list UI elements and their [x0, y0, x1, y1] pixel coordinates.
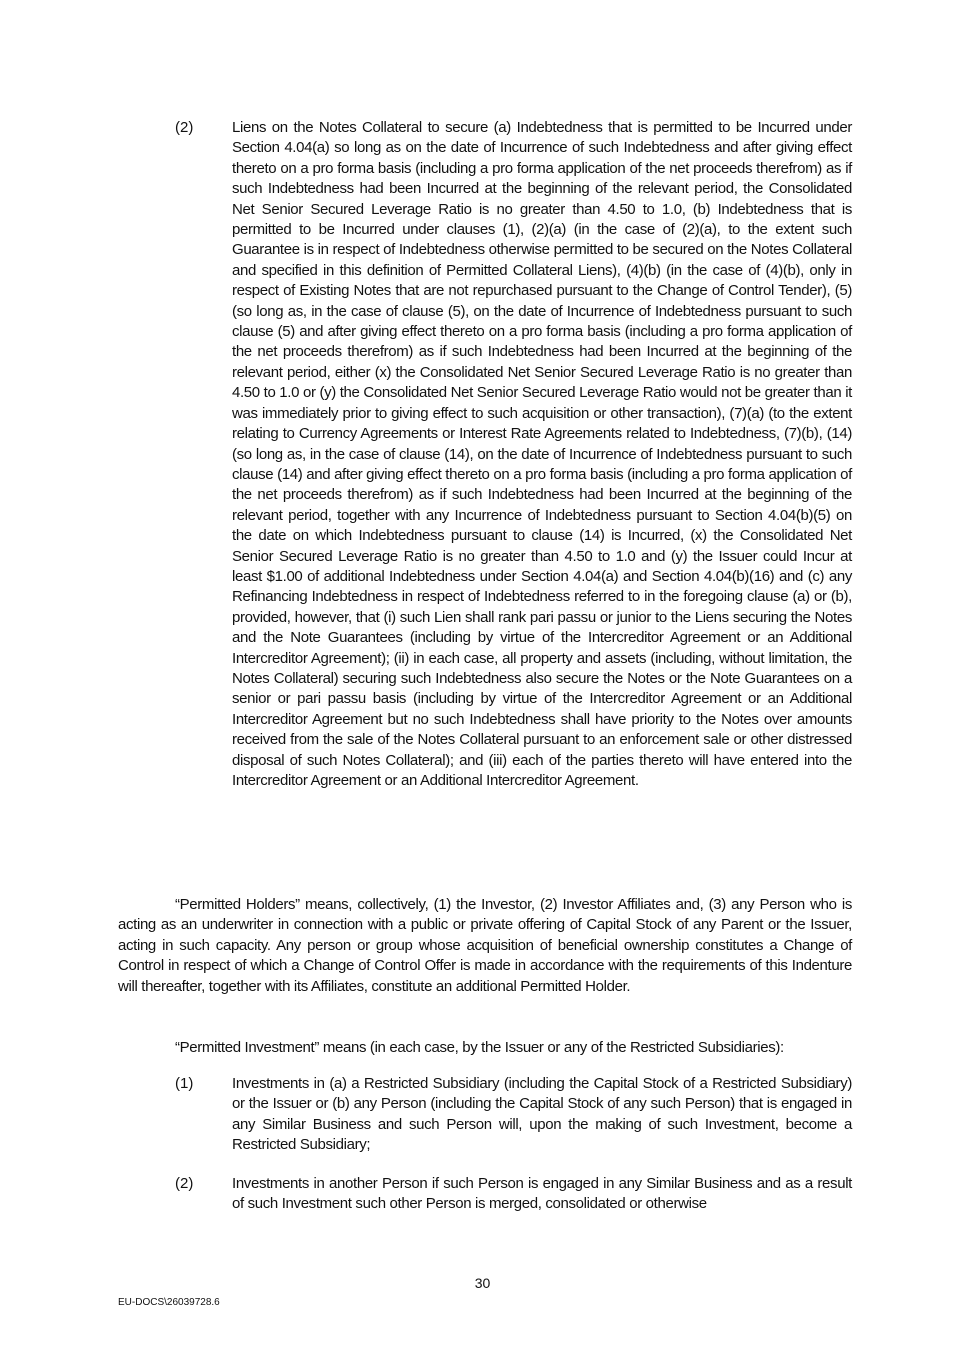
list-item-number: (2)	[175, 1175, 194, 1192]
document-id: EU-DOCS\26039728.6	[118, 1297, 220, 1308]
list-item-number: (1)	[175, 1075, 194, 1092]
permitted-holders-definition: “Permitted Holders” means, collectively, (1) the Investor, (2) Investor Affiliates and, (3) any Person who is acting as an underwriter in connection with a public or private offering of Capital Stock of any Parent or the Issuer, acting in such capacity. Any person or group whose acquisition of beneficial ownership constitutes a Change of Control in respect of which a Change of Control Offer is made in accordance with the requirements of this Indenture will thereafter, together with its Affiliates, constitute an additional Permitted Holder.	[118, 896, 852, 995]
permitted-investment-definition: “Permitted Investment” means (in each case, by the Issuer or any of the Restricted Subsidiaries):	[175, 1039, 784, 1056]
list-item-number: (2)	[175, 119, 194, 136]
list-item-text: Investments in another Person if such Person is engaged in any Similar Business and as a result of such Investment such other Person is merged, consolidated or otherwise	[232, 1175, 852, 1213]
list-item-text: Liens on the Notes Collateral to secure (a) Indebtedness that is permitted to be Incurred under Section 4.04(a) so long as on the date of Incurrence of such Indebtedness and after giving effect thereto on a pro forma basis (including a pro forma application of the net proceeds therefrom) as if such Indebtedness had been Incurred at the beginning of the relevant period, the Consolidated Net Senior Secured Leverage Ratio is no greater than 4.50 to 1.0, (b) Indebtedness that is permitted to be Incurred under clauses (1), (2)(a) (in the case of (2)(a), to the extent such Guarantee is in respect of Indebtedness otherwise permitted to be secured on the Notes Collateral and specified in this definition of Permitted Collateral Liens), (4)(b) (in the case of (4)(b), only in respect of Existing Notes that are not repurchased pursuant to the Change of Control Tender), (5) (so long as, in the case of clause (5), on the date of Incurrence of Indebtedness pursuant to such clause (5) and after giving effect thereto on a pro forma basis (including a pro forma application of the net proceeds therefrom) as if such Indebtedness had been Incurred at the beginning of the relevant period, either (x) the Consolidated Net Senior Secured Leverage Ratio is no greater than 4.50 to 1.0 or (y) the Consolidated Net Senior Secured Leverage Ratio would not be greater than it was immediately prior to giving effect to such acquisition or other transaction), (7)(a) (to the extent relating to Currency Agreements or Interest Rate Agreements related to Indebtedness, (7)(b), (14) (so long as, in the case of clause (14), on the date of Incurrence of Indebtedness pursuant to such clause (14) and after giving effect thereto on a pro forma basis (including a pro forma application of the net proceeds therefrom) as if such Indebtedness had been Incurred at the beginning of the relevant period, together with any Incurrence of Indebtedness pursuant to Section 4.04(b)(5) on the date on which Indebtedness pursuant to clause (14) is Incurred, (x) the Consolidated Net Senior Secured Leverage Ratio is no greater than 4.50 to 1.0 and (y) the Issuer could Incur at least $1.00 of additional Indebtedness under Section 4.04(a) and Section 4.04(b)(16) and (c) any Refinancing Indebtedness in respect of Indebtedness referred to in the foregoing clause (a) or (b), provided, however, that (i) such Lien shall rank pari passu or junior to the Liens securing the Notes and the Note Guarantees (including by virtue of the Intercreditor Agreement or an Additional Intercreditor Agreement); (ii) in each case, all property and assets (including, without limitation, the Notes Collateral) securing such Indebtedness also secure the Notes or the Note Guarantees on a senior or pari passu basis (including by virtue of the Intercreditor Agreement or an Additional Intercreditor Agreement but no such Indebtedness shall have priority to the Notes over amounts received from the sale of the Notes Collateral pursuant to an enforcement sale or other distressed disposal of such Notes Collateral); and (iii) each of the parties thereto will have entered into the Intercreditor Agreement or an Additional Intercreditor Agreement.	[232, 119, 852, 789]
list-item-text: Investments in (a) a Restricted Subsidiary (including the Capital Stock of a Restricted Subsidiary) or the Issuer or (b) any Person (including the Capital Stock of any such Person) that is engaged in any Similar Business and such Person will, upon the making of such Investment, become a Restricted Subsidiary;	[232, 1075, 852, 1154]
page-number: 30	[474, 1275, 491, 1291]
